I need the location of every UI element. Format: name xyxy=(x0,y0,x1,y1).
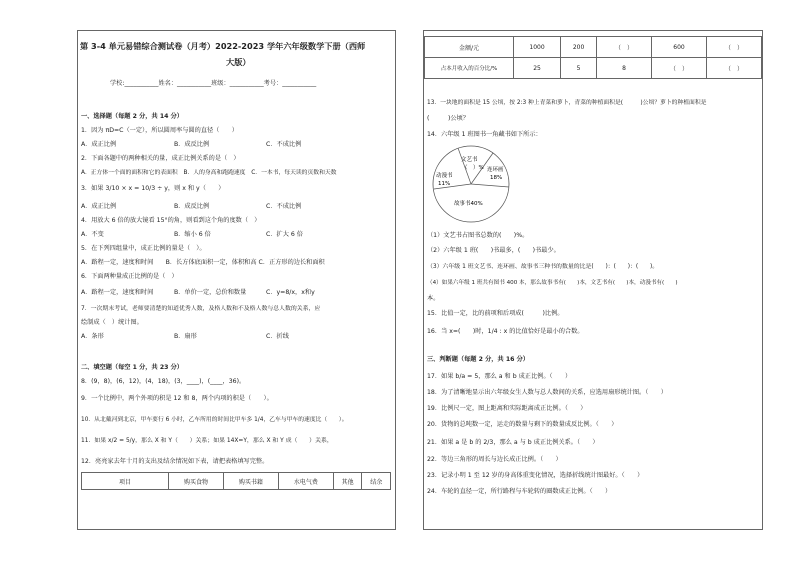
left-page xyxy=(77,30,396,530)
table-row xyxy=(82,473,391,490)
section-judge-heading: 三、判断题（每题 2 分，共 16 分） xyxy=(427,356,529,363)
question-6: 6．下面两种量成正比例的是（ ） xyxy=(81,273,178,280)
q2-options: A．正方体一个面的面积和它的表面积 B．人的身高和跑跑速度 C．一本书，每天读的页数和天数 xyxy=(81,170,337,176)
q6-option-b: B．单价一定，总价和数量 xyxy=(174,289,247,296)
q6-option-c: C．y=8/x，x和y xyxy=(266,289,315,296)
table-cell: 25 xyxy=(514,58,561,79)
table-cell: （ ） xyxy=(597,37,652,58)
title-line-1: 第 3-4 单元易错综合测试卷（月考）2022-2023 学年六年级数学下册（西师 xyxy=(80,41,366,51)
question-18: 18．为了清晰地显示出六年级女生人数与总人数间的关系，应选用扇形统计图。（ ） xyxy=(427,389,667,396)
q1-option-c: C．不成比例 xyxy=(266,141,302,148)
right-page xyxy=(423,30,763,530)
question-13-line-1: 13．一块地的面积是 15 公顷，按 2:3 种上青菜和萝卜，青菜的种植面积是( )公顷？萝卜的种植面积是 xyxy=(427,100,707,106)
question-11: 11．如果 x/2 = 5/y，那么 X 和 Y（ ）关系；如果 14X=Y，那么 X 和 Y 成（ ）关系， xyxy=(81,438,333,444)
question-14: 14．六年级 1 班图书一角藏书如下所示： xyxy=(427,131,542,138)
question-22: 22．等边三角形的周长与边长成正比例。（ ） xyxy=(427,456,562,463)
question-10: 10．从北戴河到北京，甲车要行 6 小时，乙车所用的时间比甲车多 1/4，乙车与甲车的速度比（ ）。 xyxy=(81,417,348,423)
table-cell: 600 xyxy=(652,37,707,58)
table-cell: 200 xyxy=(561,37,597,58)
section-fill-heading: 二、填空题（每空 1 分，共 23 分） xyxy=(81,364,183,371)
table-cell: 占本月收入的百分比/% xyxy=(425,58,514,79)
book-pie-chart xyxy=(430,143,512,229)
pie-label-comics: 动漫书 xyxy=(436,173,453,179)
pie-label-literature: 文艺书 xyxy=(461,157,478,163)
question-20: 20．货物的总吨数一定，运走的数量与剩下的数量成反比例。（ ） xyxy=(427,421,618,428)
question-16: 16．当 x=( )时，1/4 : x 的比值恰好是最小的合数。 xyxy=(427,328,584,335)
q6-option-a: A．路程一定，速度和时间 xyxy=(81,289,154,296)
table-cell: 其他 xyxy=(333,473,362,490)
table-cell: （ ） xyxy=(652,58,707,79)
pie-label-comics-pct: 11% xyxy=(438,181,451,187)
q3-option-c: C．不成比例 xyxy=(266,203,302,210)
table-row xyxy=(425,58,762,79)
question-1: 1．因为 πD=C（一定），所以圆周率与圆的直径（ ） xyxy=(81,127,238,134)
expense-table-body xyxy=(424,36,762,79)
question-9: 9．一个比例中，两个外项的积是 12 和 8，两个内项的积是（ ）。 xyxy=(81,395,273,402)
table-cell: （ ） xyxy=(707,37,762,58)
pie-label-picture-books: 连环画 xyxy=(487,167,504,173)
q5-options: A．路程一定，速度和时间 B．长方体底面积一定，体积和高 C．正方形的边长和面积 xyxy=(81,259,325,266)
q4-option-a: A．不变 xyxy=(81,231,104,238)
question-7-line-2: 绘制成（ ）统计图。 xyxy=(81,319,143,326)
question-21: 21．如果 a 是 b 的 2/3，那么 a 与 b 成正比例关系。（ ） xyxy=(427,439,599,446)
question-7-line-1: 7．一次期末考试，老师要清楚的知道优秀人数，及格人数和不及格人数与总人数的关系，应 xyxy=(81,306,321,312)
question-14-3: （3）六年级 1 班文艺书、连环画、故事书三种书的数量的比是( )：( )：( )。 xyxy=(427,264,659,270)
question-2: 2．下面各题中的两种相关的量，成正比例关系的是（ ） xyxy=(81,155,240,162)
question-14-4-line-1: （4）如果六年级 1 班共有图书 400 本，那么故事书有( )本，文艺书有( )本，动漫书有( ) xyxy=(427,280,678,286)
q3-option-b: B．成反比例 xyxy=(174,203,210,210)
pie-label-picture-books-pct: 18% xyxy=(490,175,503,181)
q7-option-b: B．扇形 xyxy=(174,333,197,340)
question-14-2: （2）六年级 1 班( )书最多，( )书最少。 xyxy=(427,247,560,254)
q7-option-a: A．条形 xyxy=(81,333,104,340)
q3-option-a: A．成正比例 xyxy=(81,203,117,210)
pie-label-literature-pct: （ ）% xyxy=(462,165,484,171)
q7-option-c: C．折线 xyxy=(266,333,289,340)
question-13-line-2: ( )公顷？ xyxy=(427,115,469,122)
table-cell: 金额/元 xyxy=(425,37,514,58)
question-24: 24．车轮的直径一定，所行路程与车轮转的圈数成正比例。（ ） xyxy=(427,488,612,495)
question-3: 3．如果 3/10 × x = 10/3 ÷ y，则 x 和 y（ ） xyxy=(81,185,225,192)
table-cell: 结余 xyxy=(362,473,391,490)
question-15: 15．比值一定，比的前项和后项成( )比例。 xyxy=(427,310,564,317)
question-8: 8．(9，8)，(6，12)，(4，18)，(3，____)，(____，36)。 xyxy=(81,378,246,385)
table-cell: 1000 xyxy=(514,37,561,58)
question-4: 4．用放大 6 倍的放大镜看 15°的角，则看到这个角的度数（ ） xyxy=(81,217,261,224)
student-info-line: 学校:___________姓名：___________班级：___________考号：___________ xyxy=(110,80,317,87)
q4-option-b: B．缩小 6 倍 xyxy=(174,231,211,238)
table-cell: 购买食物 xyxy=(169,473,224,490)
table-cell: 5 xyxy=(561,58,597,79)
title-line-2: 大版） xyxy=(226,57,251,67)
question-23: 23．记录小明 1 至 12 岁的身高体重变化情况，选择折线统计图最好。（ ） xyxy=(427,472,644,479)
q1-option-b: B．成反比例 xyxy=(174,141,210,148)
expense-table-header xyxy=(81,472,391,490)
question-19: 19．比例尺一定，图上距离和实际距离成正比例。（ ） xyxy=(427,405,587,412)
table-cell: 水电气费 xyxy=(278,473,333,490)
pie-label-stories: 故事书40% xyxy=(454,201,483,207)
table-cell: 购买书籍 xyxy=(223,473,278,490)
table-cell: 项目 xyxy=(82,473,169,490)
question-17: 17．如果 b/a = 5，那么 a 和 b 成正比例。（ ） xyxy=(427,373,572,380)
q4-option-c: C．扩大 6 倍 xyxy=(266,231,303,238)
section-choice-heading: 一、选择题（每题 2 分，共 14 分） xyxy=(81,113,183,120)
table-row xyxy=(425,37,762,58)
question-14-4-line-2: 本。 xyxy=(427,295,440,302)
table-cell: 8 xyxy=(597,58,652,79)
question-12: 12．亮亮家去年十月的支出及结余情况如下表，请把表格填写完整。 xyxy=(81,458,269,465)
question-5: 5．在下列四组量中，成正比例的量是（ ）。 xyxy=(81,245,206,252)
q1-option-a: A．成正比例 xyxy=(81,141,117,148)
question-14-1: （1）文艺书占图书总数的( )%。 xyxy=(427,232,529,239)
table-cell: （ ） xyxy=(707,58,762,79)
